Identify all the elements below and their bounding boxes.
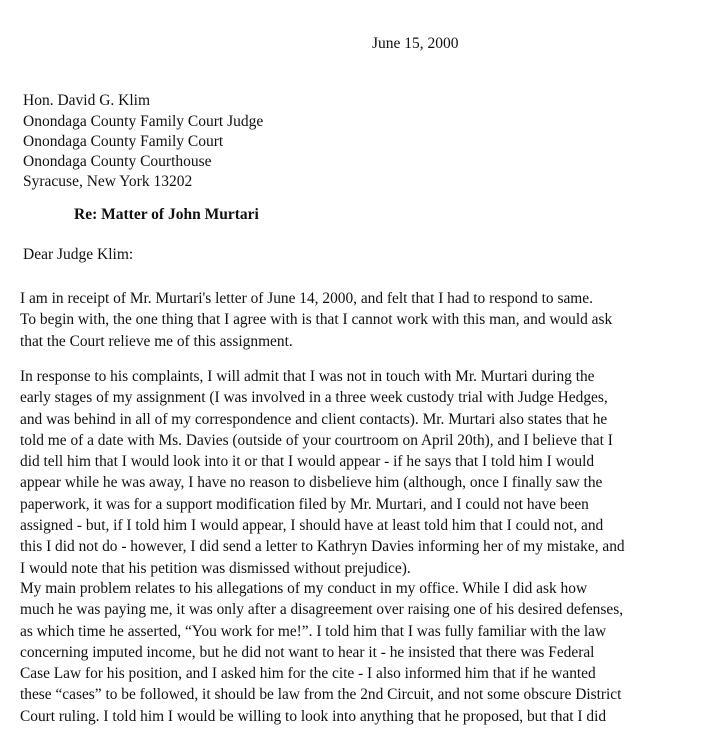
paragraph-line: did tell him that I would look into it or that I would appear - if he says that I told him I would: [20, 453, 595, 471]
paragraph-line: these “cases” to be followed, it should be law from the 2nd Circuit, and not some obscure District: [20, 686, 622, 704]
paragraph-line: that the Court relieve me of this assignment.: [20, 332, 293, 350]
paragraph-line: concerning imputed income, but he did not want to hear it - he insisted that there was Federal: [20, 643, 595, 661]
paragraph-line: Court ruling. I told him I would be willing to look into anything that he proposed, but that I did: [20, 707, 607, 725]
paragraph-line: and was behind in all of my correspondence and client contacts). Mr. Murtari also states that he: [20, 410, 608, 428]
paragraph-line: To begin with, the one thing that I agree with is that I cannot work with this man, and would ask: [20, 311, 613, 329]
paragraph-line: assigned - but, if I told him I would appear, I should have at least told him that I could not, and: [20, 517, 604, 535]
letter-date: June 15, 2000: [372, 35, 459, 52]
paragraph-line: much he was paying me, it was only after a disagreement over raising one of his desired defenses,: [20, 601, 624, 619]
paragraph-line: I would note that his petition was dismissed without prejudice).: [20, 559, 411, 577]
paragraph-line: early stages of my assignment (I was involved in a three week custody trial with Judge Hedges,: [20, 389, 608, 407]
paragraph-line: My main problem relates to his allegations of my conduct in my office. While I did ask how: [20, 580, 588, 597]
body-paragraph-1: [20, 288, 612, 352]
paragraph-line: appear while he was away, I have no reason to disbelieve him (although, once I finally saw the: [20, 474, 603, 492]
paragraph-line: this I did not do - however, I did send a letter to Kathryn Davies informing her of my mistake, and: [20, 538, 625, 556]
paragraph-line: I am in receipt of Mr. Murtari's letter of June 14, 2000, and felt that I had to respond to same.: [20, 290, 593, 307]
body-paragraph-3: [20, 578, 623, 727]
letter-subject: Re: Matter of John Murtari: [74, 206, 259, 223]
paragraph-line: as which time he asserted, “You work for me!”. I told him that I was fully familiar with the law: [20, 622, 607, 640]
recipient-line: Onondaga County Courthouse: [23, 153, 212, 170]
recipient-line: Onondaga County Family Court: [23, 133, 224, 150]
body-paragraph-2: [20, 366, 625, 579]
recipient-line: Syracuse, New York 13202: [23, 173, 193, 190]
paragraph-line: told me of a date with Ms. Davies (outside of your courtroom on April 20th), and I believe that I: [20, 431, 613, 449]
paragraph-line: Case Law for his position, and I asked him for the cite - I also informed him that if he wanted: [20, 665, 596, 683]
letter-salutation: Dear Judge Klim:: [23, 246, 134, 263]
paragraph-line: paperwork, it was for a support modification filed by Mr. Murtari, and I could not have been: [20, 495, 589, 513]
paragraph-line: In response to his complaints, I will admit that I was not in touch with Mr. Murtari during the: [20, 368, 595, 385]
recipient-line: Onondaga County Family Court Judge: [23, 113, 264, 130]
recipient-line: Hon. David G. Klim: [23, 92, 151, 109]
